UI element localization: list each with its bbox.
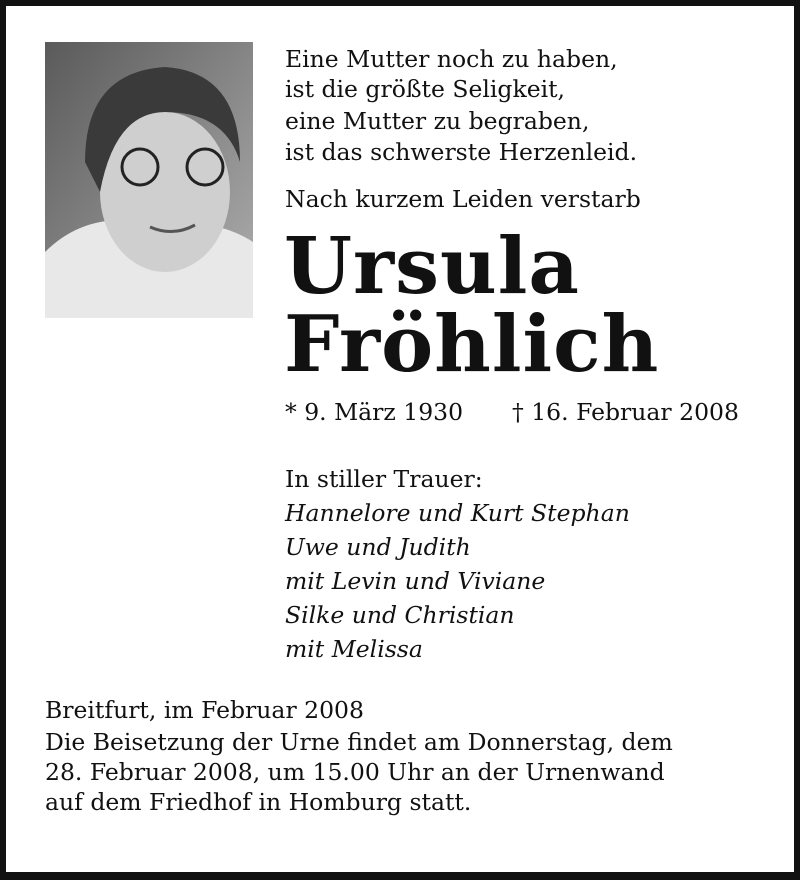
last-name: Fröhlich: [284, 299, 660, 390]
first-name: Ursula: [284, 221, 580, 312]
poem-line: eine Mutter zu begraben,: [285, 107, 590, 135]
intro-text: Nach kurzem Leiden verstarb: [285, 185, 641, 213]
mourner: Hannelore und Kurt Stephan: [285, 499, 630, 527]
mourner: mit Melissa: [285, 635, 423, 663]
funeral-line: auf dem Friedhof in Homburg statt.: [45, 788, 472, 816]
birth-date: * 9. März 1930: [285, 398, 464, 426]
portrait-photo: [45, 42, 253, 318]
mourner: Uwe und Judith: [285, 533, 471, 561]
poem-line: Eine Mutter noch zu haben,: [285, 45, 618, 73]
mourning-heading: In stiller Trauer:: [285, 465, 483, 493]
poem-line: ist das schwerste Herzenleid.: [285, 138, 638, 166]
death-date: † 16. Februar 2008: [512, 398, 739, 426]
place-date: Breitfurt, im Februar 2008: [45, 696, 364, 724]
funeral-line: 28. Februar 2008, um 15.00 Uhr an der Urnenwand: [45, 758, 665, 786]
mourner: mit Levin und Viviane: [285, 567, 546, 595]
poem-line: ist die größte Seligkeit,: [285, 75, 566, 103]
funeral-line: Die Beisetzung der Urne findet am Donnerstag, dem: [45, 728, 673, 756]
mourner: Silke und Christian: [285, 601, 515, 629]
